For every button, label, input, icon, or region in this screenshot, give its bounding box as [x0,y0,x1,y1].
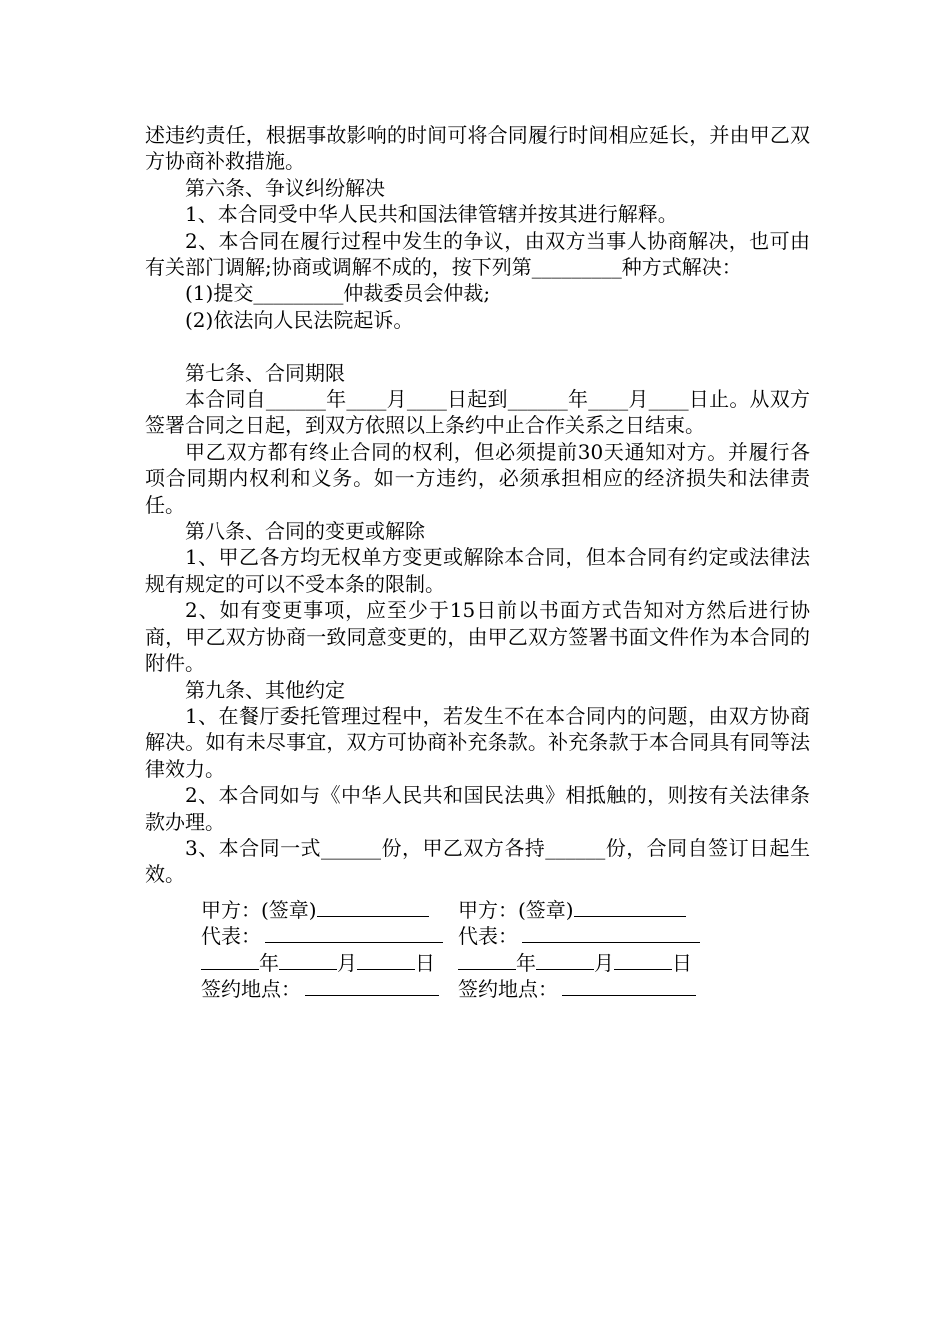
article-6-option-1: (1)提交_________仲裁委员会仲裁; [185,281,491,306]
left-place-line [305,975,439,996]
article-8-clause-1: 1、甲乙各方均无权单方变更或解除本合同，但本合同有约定或法律法规有规定的可以不受本条的限制。 [145,545,810,596]
right-party [458,896,715,923]
article-9-clause-2: 2、本合同如与《中华人民共和国民法典》相抵触的，则按有关法律条款办理。 [145,783,810,834]
right-month-label: 月 [594,950,614,975]
right-month-line [536,949,594,970]
left-rep [201,922,458,949]
article-8-clause-2: 2、如有变更事项，应至少于15日前以书面方式告知对方然后进行协商，甲乙双方协商一致同意变更的，由甲乙双方签署书面文件作为本合同的附件。 [145,598,810,676]
left-year-label: 年 [259,950,279,975]
right-place [458,975,715,1002]
article-7-termination: 甲乙双方都有终止合同的权利，但必须提前30天通知对方。并履行各项合同期内权利和义务。如一方违约，必须承担相应的经济损失和法律责任。 [145,439,810,517]
right-party-label: 甲方：(签章) [458,897,574,922]
right-day-line [614,949,672,970]
article-9-clause-3: 3、本合同一式______份，甲乙双方各持______份，合同自签订日起生效。 [145,835,810,887]
left-year-line [201,949,259,970]
article-9-heading: 第九条、其他约定 [185,677,345,702]
right-place-line [562,975,696,996]
left-place [201,975,458,1002]
signature-row-date [201,950,721,976]
left-party [201,896,458,923]
left-place-label: 签约地点： [201,977,301,1002]
article-6-clause-1: 1、本合同受中华人民共和国法律管辖并按其进行解释。 [185,202,678,227]
left-day-label: 日 [415,950,435,975]
article-6-heading: 第六条、争议纠纷解决 [185,175,385,200]
signature-block [201,897,721,1003]
left-day-line [357,949,415,970]
blank-line [145,333,810,359]
left-rep-label: 代表： [201,924,261,949]
left-party-label: 甲方：(签章) [201,897,317,922]
right-year-label: 年 [516,950,536,975]
left-month-line [279,949,337,970]
right-date [458,949,715,976]
contract-body [145,122,810,888]
article-9-clause-1: 1、在餐厅委托管理过程中，若发生不在本合同内的问题，由双方协商解决。如有未尽事宜，双方可协商补充条款。补充条款于本合同具有同等法律效力。 [145,703,810,781]
article-6-clause-2: 2、本合同在履行过程中发生的争议，由双方当事人协商解决，也可由有关部门调解;协商或调解不成的，按下列第_________种方式解决： [145,228,810,280]
signature-row-rep [201,923,721,949]
left-month-label: 月 [337,950,357,975]
right-year-line [458,949,516,970]
right-day-label: 日 [672,950,692,975]
article-7-term: 本合同自______年____月____日起到______年____月____日止。从双方签署合同之日起，到双方依照以上条约中止合作关系之日结束。 [145,387,810,438]
left-seal-line [317,896,429,917]
signature-row-place [201,976,721,1002]
right-rep-label: 代表： [458,924,518,949]
paragraph-continuation: 述违约责任，根据事故影响的时间可将合同履行时间相应延长，并由甲乙双方协商补救措施。 [145,123,810,174]
signature-row-party [201,897,721,923]
right-place-label: 签约地点： [458,977,558,1002]
article-7-heading: 第七条、合同期限 [185,360,345,385]
article-6-option-2: (2)依法向人民法院起诉。 [185,307,414,332]
left-rep-line [265,922,443,943]
article-8-heading: 第八条、合同的变更或解除 [185,519,425,544]
right-rep [458,922,715,949]
left-date [201,949,458,976]
right-rep-line [522,922,700,943]
right-seal-line [574,896,686,917]
